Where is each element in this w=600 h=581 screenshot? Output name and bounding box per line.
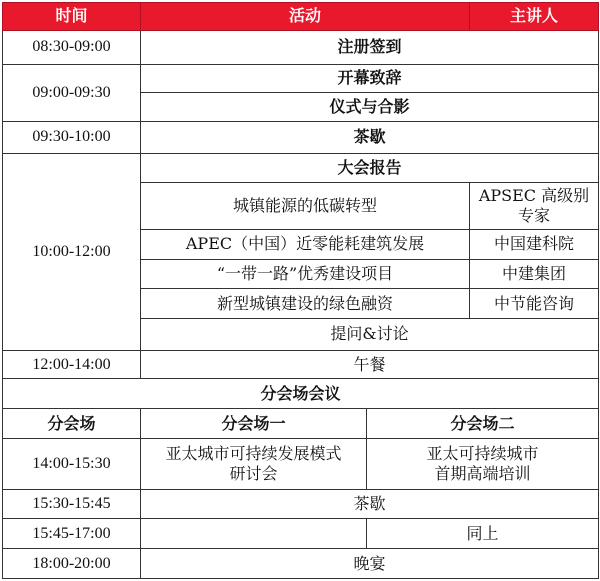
activity-cell: 茶歇	[141, 489, 599, 519]
table-row	[3, 489, 599, 519]
venue2-session	[367, 438, 599, 489]
session-line: 亚太城市可持续发展模式	[165, 443, 342, 463]
table-row	[3, 350, 599, 379]
talk-speaker: 中节能咨询	[470, 289, 599, 319]
talk-topic: “一带一路”优秀建设项目	[141, 259, 470, 289]
talk-topic: APEC（中国）近零能耗建筑发展	[141, 229, 470, 259]
breakout-header-row	[3, 409, 599, 439]
time-cell: 09:00-09:30	[3, 64, 141, 121]
time-cell: 14:00-15:30	[3, 438, 141, 489]
activity-cell: 仪式与合影	[141, 93, 599, 122]
activity-cell: 午餐	[141, 350, 599, 379]
session-line: 研讨会	[229, 463, 278, 483]
breakout-venue2-label: 分会场二	[367, 409, 599, 439]
time-cell: 12:00-14:00	[3, 350, 141, 379]
time-cell: 09:30-10:00	[3, 121, 141, 153]
table-row	[3, 121, 599, 153]
header-row	[3, 3, 599, 31]
venue2-session: 同上	[367, 519, 599, 549]
session-line: 首期高端培训	[434, 463, 531, 483]
time-cell: 10:00-12:00	[3, 153, 141, 350]
activity-cell: 茶歇	[141, 121, 599, 153]
talk-speaker	[470, 183, 599, 230]
table-row	[3, 64, 599, 93]
discussion-cell: 提问&讨论	[141, 319, 599, 351]
speaker-line: APSEC 高级别	[478, 186, 590, 206]
activity-cell: 注册签到	[141, 30, 599, 64]
time-cell: 18:00-20:00	[3, 549, 141, 579]
activity-cell: 晚宴	[141, 549, 599, 579]
talk-topic: 新型城镇建设的绿色融资	[141, 289, 470, 319]
table-row	[3, 438, 599, 489]
header-time: 时间	[3, 3, 141, 31]
table-row	[3, 153, 599, 183]
table-row	[3, 30, 599, 64]
header-speaker: 主讲人	[470, 3, 599, 31]
section-title: 大会报告	[141, 153, 599, 183]
venue1-session	[141, 438, 367, 489]
talk-speaker: 中建集团	[470, 259, 599, 289]
talk-topic: 城镇能源的低碳转型	[141, 183, 470, 230]
table-row	[3, 519, 599, 549]
table-row	[3, 549, 599, 579]
schedule-table	[2, 2, 599, 579]
time-cell: 15:45-17:00	[3, 519, 141, 549]
breakout-venue-label: 分会场	[3, 409, 141, 439]
breakout-title: 分会场会议	[3, 379, 599, 409]
breakout-venue1-label: 分会场一	[141, 409, 367, 439]
session-line: 亚太可持续城市	[426, 443, 539, 463]
activity-cell: 开幕致辞	[141, 64, 599, 93]
talk-speaker: 中国建科院	[470, 229, 599, 259]
time-cell: 15:30-15:45	[3, 489, 141, 519]
header-activity: 活动	[141, 3, 470, 31]
venue1-session	[141, 519, 367, 549]
speaker-line: 专家	[517, 206, 550, 226]
time-cell: 08:30-09:00	[3, 30, 141, 64]
table-row	[3, 379, 599, 409]
